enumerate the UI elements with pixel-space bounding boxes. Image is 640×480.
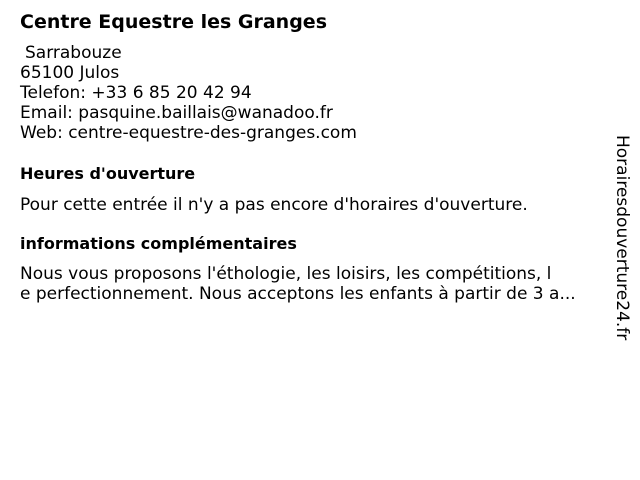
side-brand-text: Horairesdouverture24.fr (612, 135, 632, 341)
opening-hours-heading: Heures d'ouverture (20, 164, 196, 183)
additional-info-line: e perfectionnement. Nous acceptons les enfants à partir de 3 a... (20, 284, 576, 304)
street-address: Sarrabouze (25, 43, 122, 63)
additional-info-line: Nous vous proposons l'éthologie, les loisirs, les compétitions, l (20, 264, 552, 284)
phone-number: Telefon: +33 6 85 20 42 94 (20, 83, 252, 103)
business-name: Centre Equestre les Granges (20, 11, 327, 33)
postal-city: 65100 Julos (20, 63, 120, 83)
additional-info-text (20, 264, 576, 304)
opening-hours-text: Pour cette entrée il n'y a pas encore d'horaires d'ouverture. (20, 195, 528, 215)
email-address: Email: pasquine.baillais@wanadoo.fr (20, 103, 333, 123)
additional-info-heading: informations complémentaires (20, 234, 297, 253)
address-block (20, 43, 357, 143)
website-address: Web: centre-equestre-des-granges.com (20, 123, 357, 143)
side-brand-watermark (612, 135, 632, 345)
